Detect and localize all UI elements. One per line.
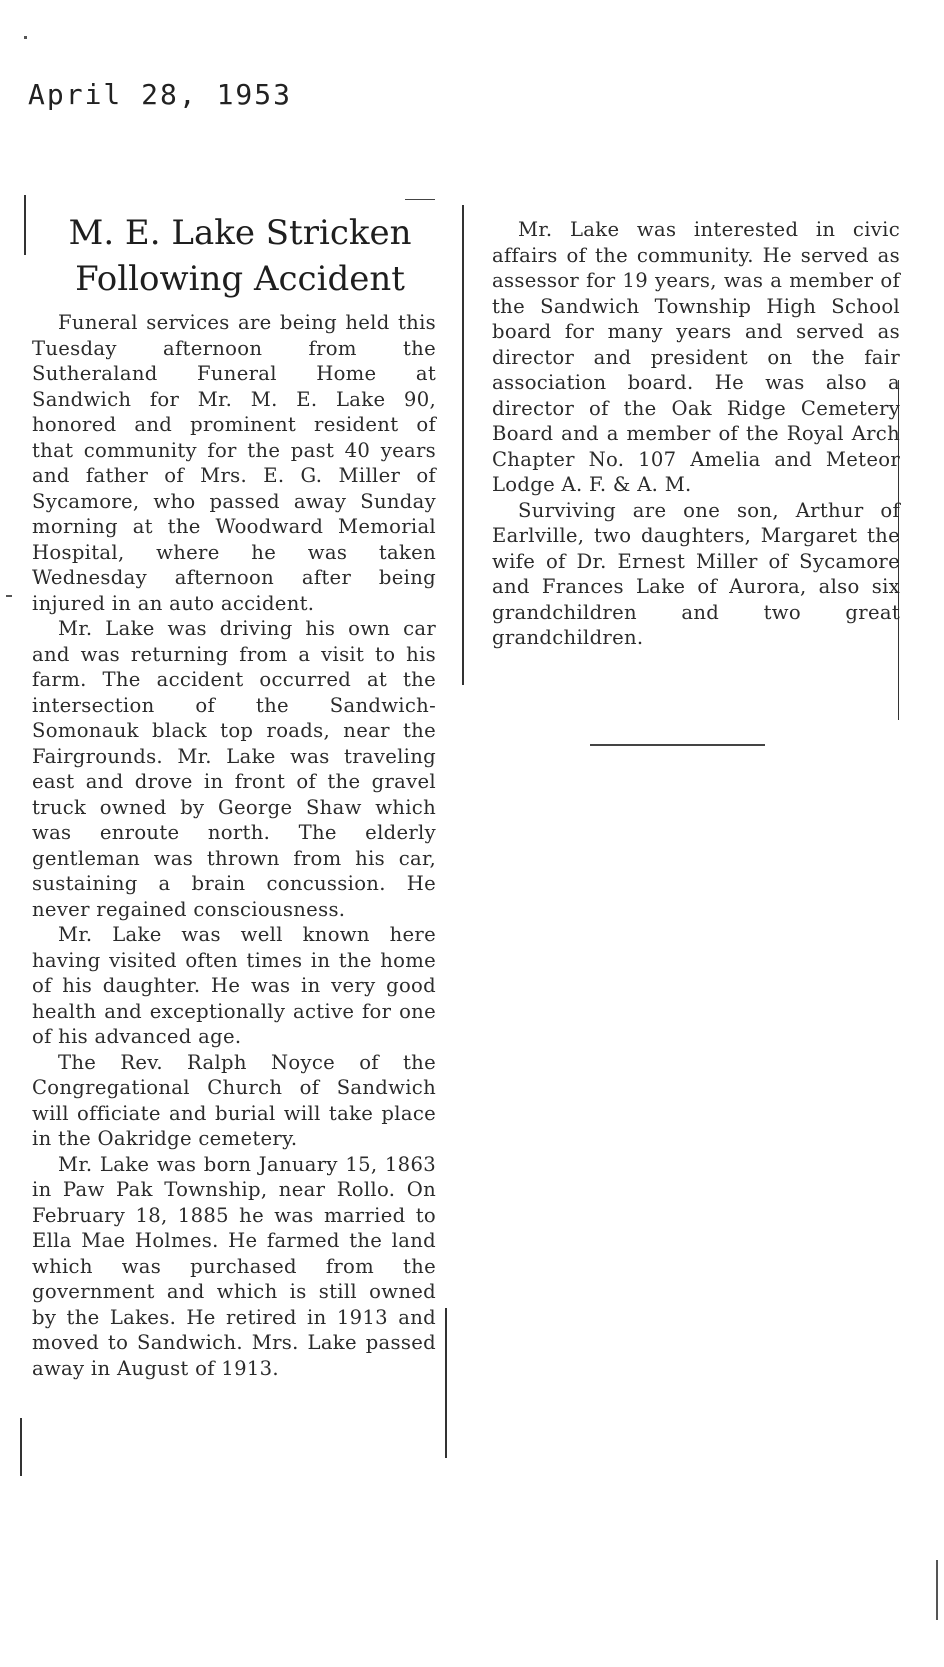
article-paragraph: Mr. Lake was well known here having visited often times in the home of his daughter. He was in very good health and exceptionally active for one of his advanced age. (32, 923, 436, 1048)
headline-line-2: Following Accident (75, 259, 405, 299)
scan-speck (24, 36, 27, 39)
scan-speck (936, 1560, 938, 1620)
column-divider (462, 205, 464, 685)
clipping-date: April 28, 1953 (28, 78, 293, 111)
article-paragraph: The Rev. Ralph Noyce of the Congregational Church of Sandwich will officiate and burial will take place in the Oakridge cemetery. (32, 1050, 436, 1150)
article-paragraph: Surviving are one son, Arthur of Earlville, two daughters, Margaret the wife of Dr. Ernest Miller of Sycamore and Frances Lake of Aurora, also six grandchildren and two great grandchildren. (492, 498, 900, 649)
left-border-rule (24, 195, 26, 255)
article-paragraph: Mr. Lake was driving his own car and was returning from a visit to his farm. The accident occurred at the intersection of the Sandwich-Somonauk black top roads, near the Fairgrounds. Mr. Lake was traveling east and drove in front of the gravel truck owned by George Shaw which was enroute north. The elderly gentleman was thrown from his car, sustaining a brain concussion. He never regained consciousness. (32, 617, 436, 921)
left-border-rule-lower (20, 1418, 22, 1476)
article-left-column (32, 310, 436, 1381)
article-headline (30, 210, 450, 302)
top-rule (405, 199, 435, 200)
headline-line-1: M. E. Lake Stricken (68, 213, 412, 253)
article-paragraph: Funeral services are being held this Tuesday afternoon from the Sutheraland Funeral Home at Sandwich for Mr. M. E. Lake 90, honored and prominent resident of that community for the past 40 years and father of Mrs. E. G. Miller of Sycamore, who passed away Sunday morning at the Woodward Memorial Hospital, where he was taken Wednesday afternoon after being injured in an auto accident. (32, 311, 436, 615)
scan-speck (6, 595, 12, 597)
right-edge-rule (445, 1308, 447, 1458)
end-rule (590, 744, 765, 746)
article-paragraph: Mr. Lake was interested in civic affairs of the community. He served as assessor for 19 years, was a member of the Sandwich Township High School board for many years and served as director and president on the fair association board. He was also a director of the Oak Ridge Cemetery Board and a member of the Royal Arch Chapter No. 107 Amelia and Meteor Lodge A. F. & A. M. (492, 218, 900, 496)
article-right-column (492, 217, 900, 651)
article-paragraph: Mr. Lake was born January 15, 1863 in Paw Pak Township, near Rollo. On February 18, 1885 he was married to Ella Mae Holmes. He farmed the land which was purchased from the government and which is still owned by the Lakes. He retired in 1913 and moved to Sandwich. Mrs. Lake passed away in August of 1913. (32, 1152, 436, 1380)
